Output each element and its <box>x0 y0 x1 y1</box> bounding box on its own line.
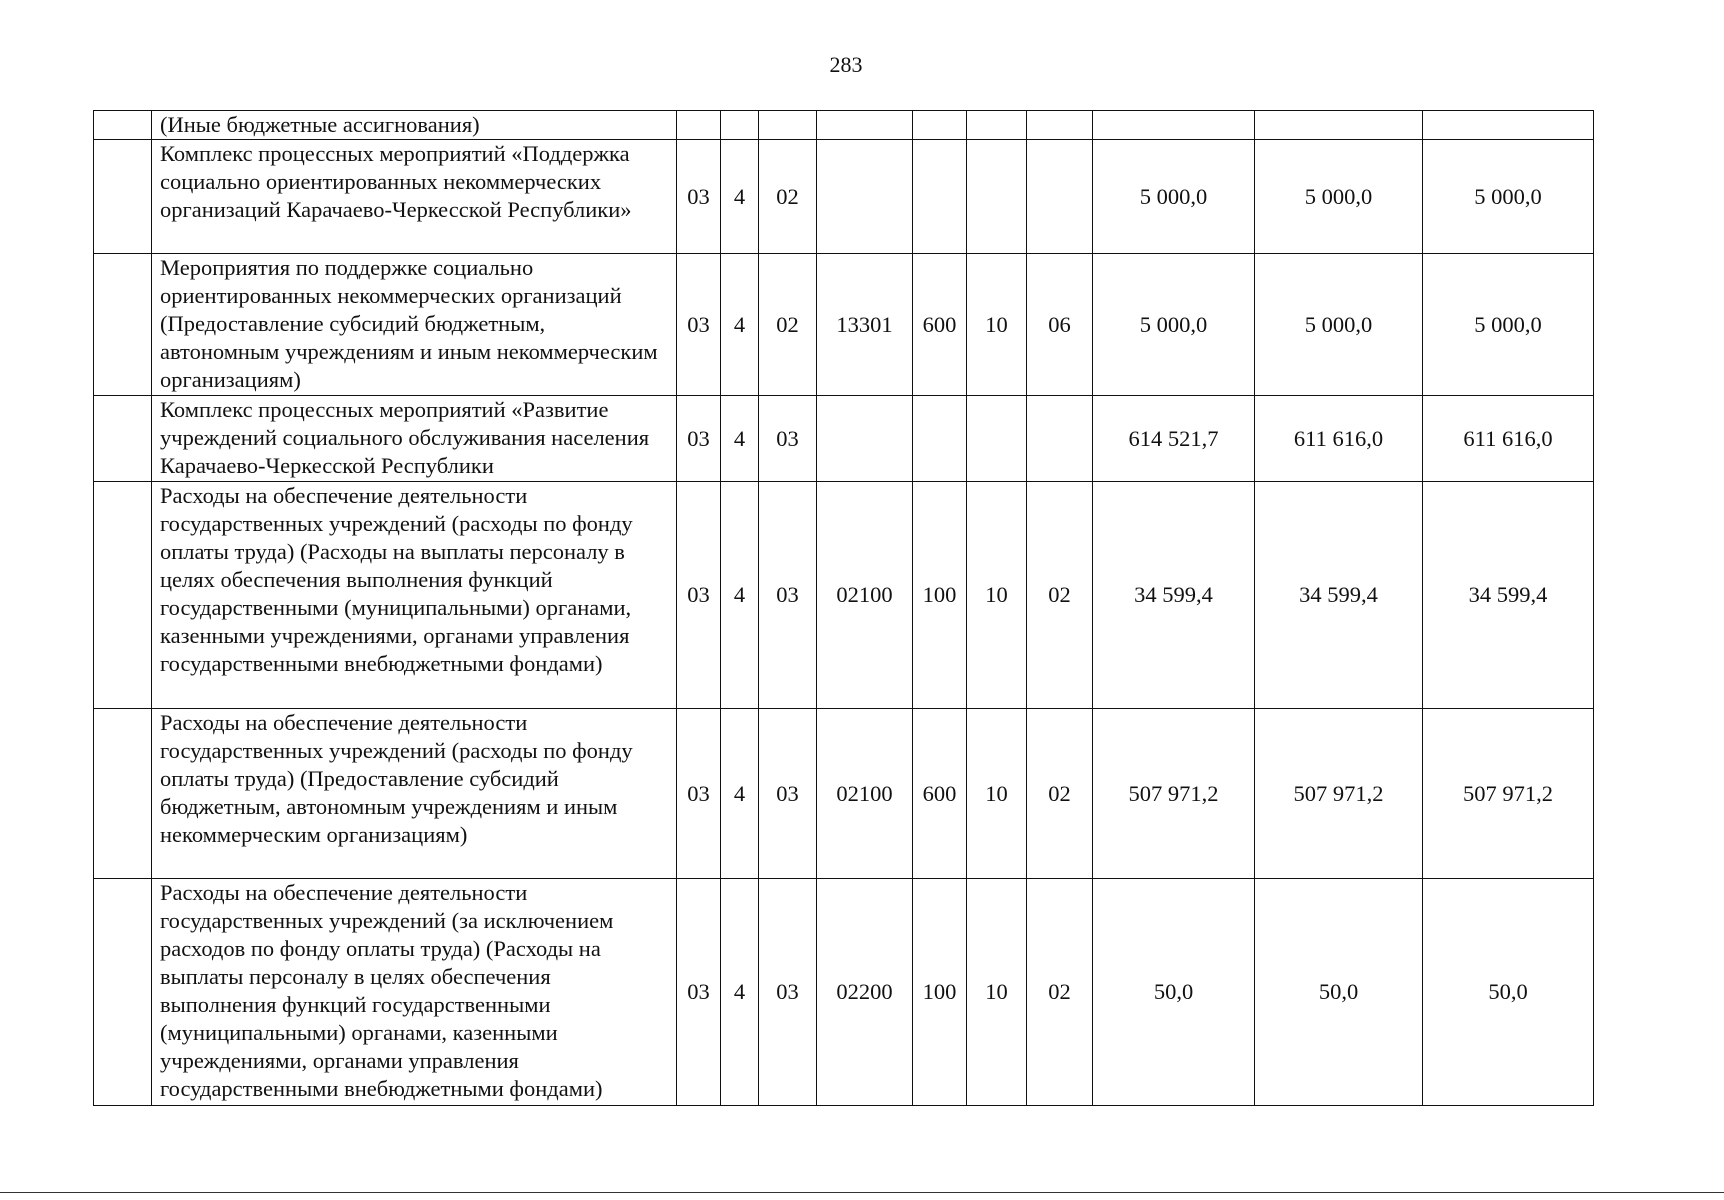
amount-cell: 34 599,4 <box>1093 482 1255 709</box>
amount-cell <box>1255 111 1423 140</box>
empty-cell <box>94 879 152 1106</box>
table-row <box>94 254 1594 396</box>
empty-cell <box>94 396 152 482</box>
empty-cell <box>94 709 152 879</box>
code-cell: 4 <box>721 140 759 254</box>
code-cell: 100 <box>913 482 967 709</box>
code-cell: 4 <box>721 709 759 879</box>
row-description: Комплекс процессных мероприятий «Развитие учреждений социального обслуживания населения Карачаево-Черкесской Республики <box>152 396 677 482</box>
code-cell: 10 <box>967 709 1027 879</box>
table-row <box>94 879 1594 1106</box>
amount-cell: 507 971,2 <box>1093 709 1255 879</box>
amount-cell: 5 000,0 <box>1423 140 1594 254</box>
code-cell <box>913 140 967 254</box>
page-number: 283 <box>829 52 863 77</box>
code-cell <box>967 140 1027 254</box>
code-cell <box>913 111 967 140</box>
code-cell: 02200 <box>817 879 913 1106</box>
code-cell: 02 <box>759 254 817 396</box>
code-cell <box>1027 140 1093 254</box>
table-body <box>94 111 1594 1106</box>
code-cell <box>1027 396 1093 482</box>
code-cell: 10 <box>967 879 1027 1106</box>
code-cell: 03 <box>677 396 721 482</box>
code-cell: 4 <box>721 482 759 709</box>
code-cell <box>1027 111 1093 140</box>
amount-cell: 50,0 <box>1093 879 1255 1106</box>
amount-cell <box>1423 111 1594 140</box>
code-cell: 03 <box>759 709 817 879</box>
code-cell: 03 <box>759 482 817 709</box>
code-cell <box>817 111 913 140</box>
code-cell <box>721 111 759 140</box>
code-cell: 02 <box>759 140 817 254</box>
amount-cell: 5 000,0 <box>1255 254 1423 396</box>
code-cell <box>967 111 1027 140</box>
amount-cell: 614 521,7 <box>1093 396 1255 482</box>
code-cell: 03 <box>677 254 721 396</box>
code-cell: 13301 <box>817 254 913 396</box>
code-cell <box>759 111 817 140</box>
amount-cell: 5 000,0 <box>1093 140 1255 254</box>
code-cell <box>913 396 967 482</box>
amount-cell: 5 000,0 <box>1423 254 1594 396</box>
code-cell: 4 <box>721 879 759 1106</box>
amount-cell: 507 971,2 <box>1255 709 1423 879</box>
table-row <box>94 709 1594 879</box>
empty-cell <box>94 254 152 396</box>
row-description: Расходы на обеспечение деятельности государственных учреждений (за исключением расходов по фонду оплаты труда) (Расходы на выплаты персоналу в целях обеспечения выполнения функций государственными (муниципальными) органами, казенными учреждениями, органами управления государственными внебюджетными фондами) <box>152 879 677 1106</box>
code-cell: 100 <box>913 879 967 1106</box>
amount-cell: 5 000,0 <box>1255 140 1423 254</box>
row-description: Мероприятия по поддержке социально ориентированных некоммерческих организаций (Предоставление субсидий бюджетным, автономным учреждениям и иным некоммерческим организациям) <box>152 254 677 396</box>
bottom-divider <box>0 1192 1724 1193</box>
code-cell: 02 <box>1027 879 1093 1106</box>
code-cell: 03 <box>759 879 817 1106</box>
code-cell: 02100 <box>817 709 913 879</box>
code-cell: 02 <box>1027 482 1093 709</box>
code-cell <box>677 111 721 140</box>
empty-cell <box>94 482 152 709</box>
code-cell: 4 <box>721 396 759 482</box>
budget-table <box>93 110 1594 1106</box>
row-description: Расходы на обеспечение деятельности государственных учреждений (расходы по фонду оплаты труда) (Предоставление субсидий бюджетным, автономным учреждениям и иным некоммерческим организациям) <box>152 709 677 879</box>
amount-cell: 50,0 <box>1423 879 1594 1106</box>
code-cell <box>817 140 913 254</box>
code-cell: 03 <box>677 140 721 254</box>
row-description: Комплекс процессных мероприятий «Поддержка социально ориентированных некоммерческих организаций Карачаево-Черкесской Республики» <box>152 140 677 254</box>
code-cell: 03 <box>677 709 721 879</box>
code-cell: 10 <box>967 482 1027 709</box>
row-description: (Иные бюджетные ассигнования) <box>152 111 677 140</box>
empty-cell <box>94 140 152 254</box>
code-cell: 03 <box>677 879 721 1106</box>
amount-cell: 611 616,0 <box>1255 396 1423 482</box>
table-row <box>94 111 1594 140</box>
amount-cell: 5 000,0 <box>1093 254 1255 396</box>
empty-cell <box>94 111 152 140</box>
table-row <box>94 140 1594 254</box>
amount-cell: 507 971,2 <box>1423 709 1594 879</box>
code-cell: 02100 <box>817 482 913 709</box>
table-row <box>94 482 1594 709</box>
code-cell <box>817 396 913 482</box>
code-cell: 600 <box>913 254 967 396</box>
code-cell: 10 <box>967 254 1027 396</box>
amount-cell <box>1093 111 1255 140</box>
table-row <box>94 396 1594 482</box>
code-cell: 03 <box>677 482 721 709</box>
code-cell: 600 <box>913 709 967 879</box>
code-cell: 02 <box>1027 709 1093 879</box>
code-cell <box>967 396 1027 482</box>
amount-cell: 34 599,4 <box>1255 482 1423 709</box>
code-cell: 4 <box>721 254 759 396</box>
code-cell: 03 <box>759 396 817 482</box>
row-description: Расходы на обеспечение деятельности государственных учреждений (расходы по фонду оплаты труда) (Расходы на выплаты персоналу в целях обеспечения выполнения функций государственными (муниципальными) органами, казенными учреждениями, органами управления государственными внебюджетными фондами) <box>152 482 677 709</box>
amount-cell: 34 599,4 <box>1423 482 1594 709</box>
amount-cell: 50,0 <box>1255 879 1423 1106</box>
amount-cell: 611 616,0 <box>1423 396 1594 482</box>
code-cell: 06 <box>1027 254 1093 396</box>
